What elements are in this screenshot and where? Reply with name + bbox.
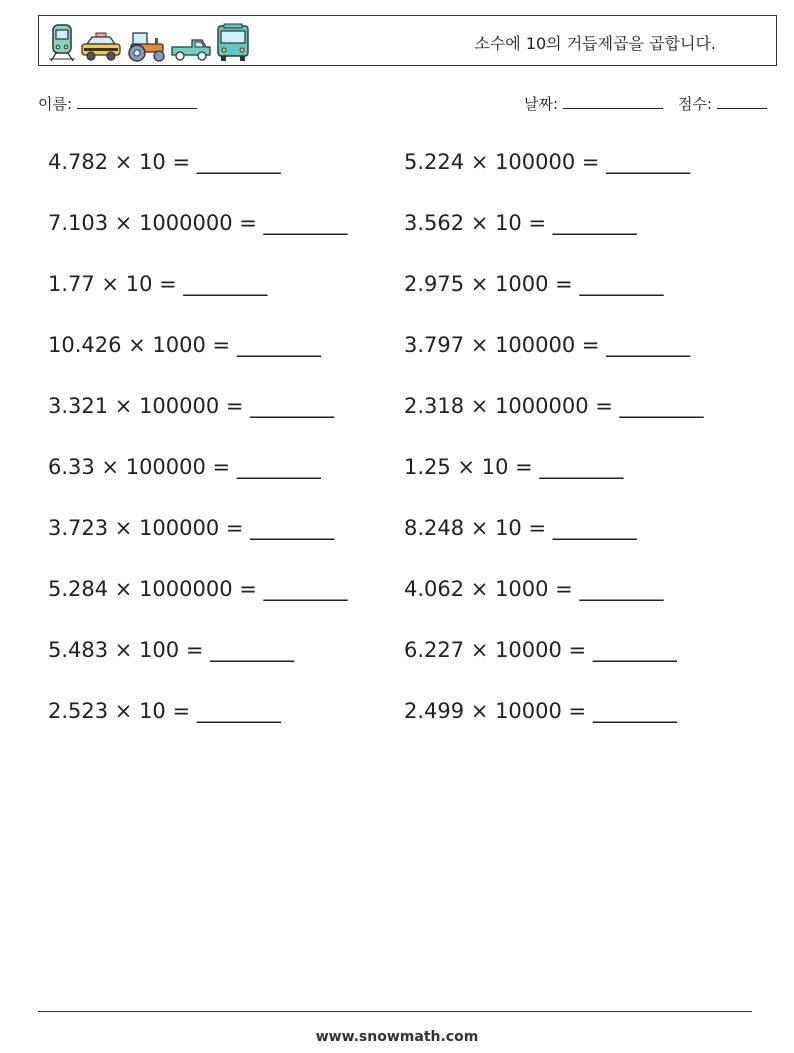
worksheet-title: 소수에 10의 거듭제곱을 곱합니다. [474,34,716,53]
problem-item: 1.25 × 10 = ________ [404,455,624,479]
name-blank[interactable] [77,94,197,109]
name-field [38,93,197,114]
bus-icon [215,22,251,62]
problem-item: 5.483 × 100 = ________ [48,638,295,662]
problem-item: 8.248 × 10 = ________ [404,516,637,540]
problem-item: 5.224 × 100000 = ________ [404,150,691,174]
score-label: 점수: [678,95,713,113]
problem-item: 7.103 × 1000000 = ________ [48,211,348,235]
name-label: 이름: [38,95,73,113]
problem-item: 10.426 × 1000 = ________ [48,333,321,357]
date-label: 날짜: [524,95,559,113]
vehicle-icons [47,22,251,62]
tram-icon [47,22,77,62]
problem-item: 2.523 × 10 = ________ [48,699,281,723]
problem-item: 2.318 × 1000000 = ________ [404,394,704,418]
footer-site: www.snowmath.com [315,1029,479,1045]
date-field [524,93,663,114]
taxi-icon [80,32,122,62]
problem-item: 5.284 × 1000000 = ________ [48,577,348,601]
problem-item: 6.33 × 100000 = ________ [48,455,321,479]
score-field [678,93,767,114]
problem-item: 2.975 × 1000 = ________ [404,272,664,296]
footer-divider [38,1011,752,1012]
problem-item: 4.782 × 10 = ________ [48,150,281,174]
problem-item: 1.77 × 10 = ________ [48,272,268,296]
worksheet-header [38,15,777,66]
problem-item: 4.062 × 1000 = ________ [404,577,664,601]
problem-item: 3.797 × 100000 = ________ [404,333,691,357]
pickup-truck-icon [170,36,212,62]
problem-item: 2.499 × 10000 = ________ [404,699,677,723]
date-blank[interactable] [563,94,663,109]
problem-item: 3.321 × 100000 = ________ [48,394,335,418]
score-blank[interactable] [717,94,767,109]
tractor-icon [125,30,167,62]
problem-item: 6.227 × 10000 = ________ [404,638,677,662]
problem-item: 3.562 × 10 = ________ [404,211,637,235]
problem-item: 3.723 × 100000 = ________ [48,516,335,540]
